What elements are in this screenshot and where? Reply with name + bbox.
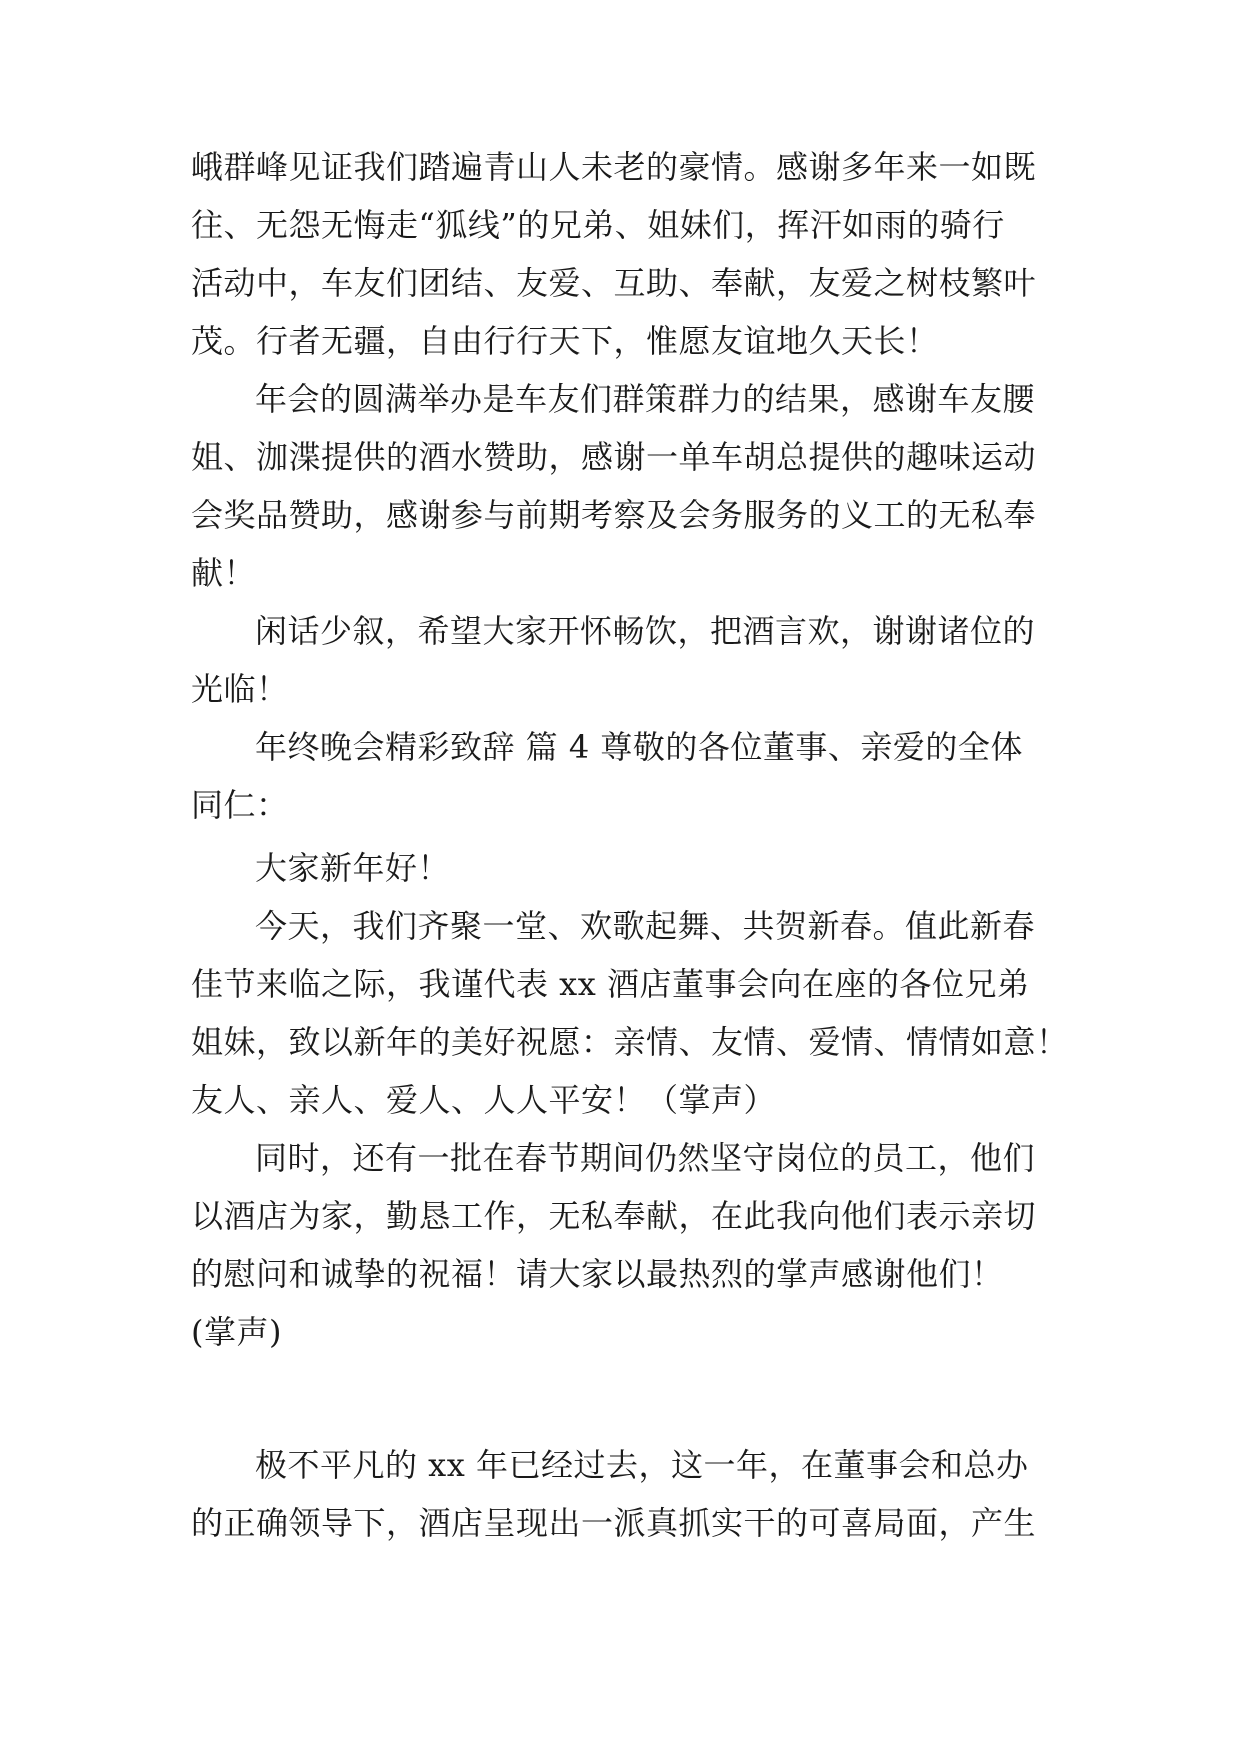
- text-line: 活动中，车友们团结、友爱、互助、奉献，友爱之树枝繁叶: [191, 264, 1037, 302]
- text-line: 的正确领导下，酒店呈现出一派真抓实干的可喜局面，产生: [191, 1504, 1037, 1542]
- text-line: 年终晚会精彩致辞 篇 4 尊敬的各位董事、亲爱的全体: [255, 728, 1023, 766]
- text-line: 以酒店为家，勤恳工作，无私奉献，在此我向他们表示亲切: [191, 1197, 1037, 1235]
- text-line: 极不平凡的 xx 年已经过去，这一年，在董事会和总办: [255, 1446, 1029, 1484]
- text-line: 大家新年好！: [255, 849, 451, 887]
- text-line: 献！: [191, 554, 257, 592]
- text-line: 同仁：: [191, 786, 289, 824]
- text-line: 友人、亲人、爱人、人人平安！（掌声）: [191, 1081, 777, 1119]
- text-line: (掌声): [191, 1313, 282, 1351]
- text-line: 今天，我们齐聚一堂、欢歌起舞、共贺新春。值此新春: [255, 907, 1036, 945]
- text-line: 闲话少叙，希望大家开怀畅饮，把酒言欢，谢谢诸位的: [255, 612, 1036, 650]
- text-line: 光临！: [191, 670, 289, 708]
- text-line: 年会的圆满举办是车友们群策群力的结果，感谢车友腰: [255, 380, 1036, 418]
- text-line: 佳节来临之际，我谨代表 xx 酒店董事会向在座的各位兄弟: [191, 965, 1030, 1003]
- text-line: 峨群峰见证我们踏遍青山人未老的豪情。感谢多年来一如既: [191, 148, 1037, 186]
- text-line: 茂。行者无疆，自由行行天下，惟愿友谊地久天长！: [191, 322, 939, 360]
- text-line: 会奖品赞助，感谢参与前期考察及会务服务的义工的无私奉: [191, 496, 1037, 534]
- text-line: 同时，还有一批在春节期间仍然坚守岗位的员工，他们: [255, 1139, 1036, 1177]
- text-line: 姐妹，致以新年的美好祝愿：亲情、友情、爱情、情情如意！: [191, 1023, 1069, 1061]
- text-line: 的慰问和诚挚的祝福！请大家以最热烈的掌声感谢他们！: [191, 1255, 1004, 1293]
- text-line: 姐、泇渫提供的酒水赞助，感谢一单车胡总提供的趣味运动: [191, 438, 1037, 476]
- text-line: 往、无怨无悔走“狐线”的兄弟、姐妹们，挥汗如雨的骑行: [191, 206, 1005, 244]
